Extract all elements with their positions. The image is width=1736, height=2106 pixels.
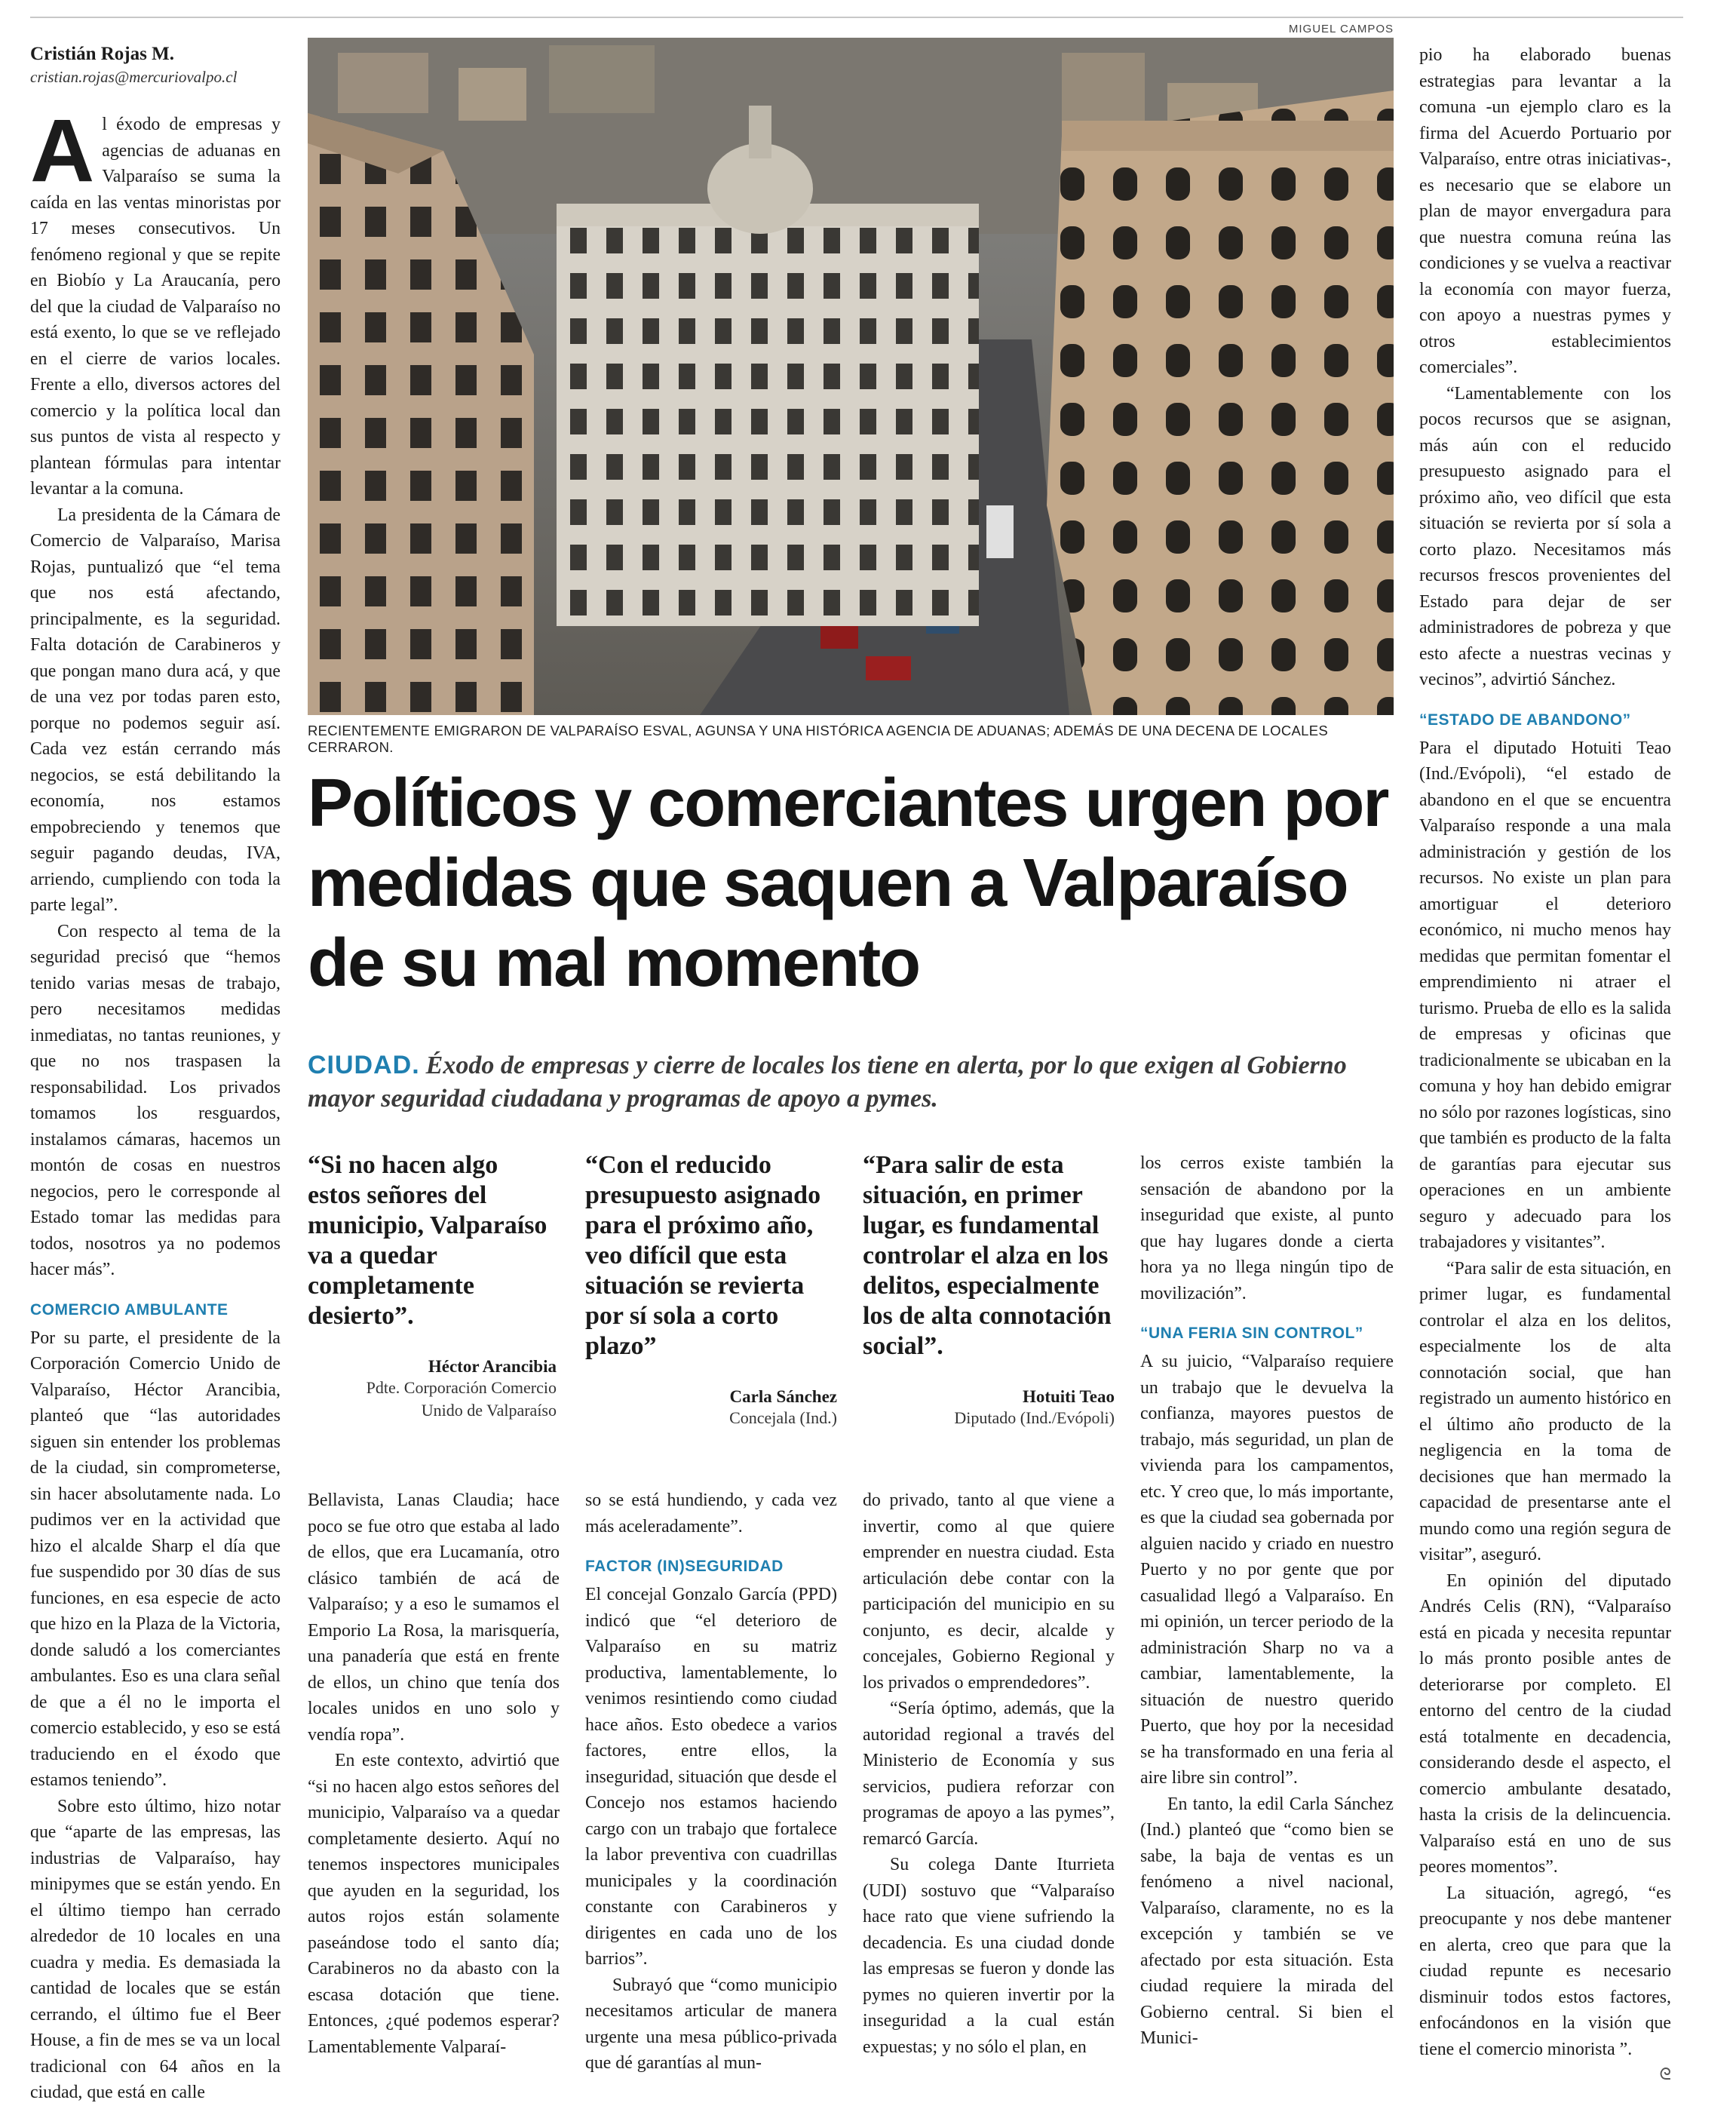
body-paragraph: Por su parte, el presidente de la Corporación Comercio Unido de Valparaíso, Héctor Arancibia, planteó que “las autoridades siguen sin entender los problemas de la ciudad, sin comprometerse, sin hacer absolutamente nada. Lo pudimos ver en la actividad que hizo el alcalde Sharp el día que fue suspendido por 30 días de sus funciones, en esa especie de acto que hizo en la Plaza de la Victoria, donde saludó a los comerciantes ambulantes. Eso es una clara señal de que a él no le importa el comercio establecido, y eso se está traduciendo en el éxodo que estamos teniendo”. (30, 1328, 281, 1790)
pull-quote-text: “Para salir de esta situación, en primer lugar, es fundamental controlar el alza en los delitos, especialmente los de alta connotación social”. (863, 1151, 1112, 1360)
body-paragraph: “Para salir de esta situación, en primer lugar, es fundamental controlar el alza en los delitos, especialmente los de alta connotación social, que han registrado un aumento histórico en el último año producto de la negligencia en la toma de decisiones que han mermado la capacidad de presentarse ante el mundo como una región segura de visitar”, aseguró. (1419, 1258, 1671, 1564)
city-photo (308, 38, 1394, 715)
body-paragraph: Subrayó que “como municipio necesitamos articular de manera urgente una mesa público-privada que dé garantías al mun- (585, 1975, 837, 2073)
article-column-3 (585, 1487, 837, 2077)
body-paragraph: A su juicio, “Valparaíso requiere un trabajo que le devuelva la confianza, mayores puestos de trabajo, más seguridad, un plan de vivienda para los campamentos, etc. Y creo que, lo más importante, es que la ciudad sea gobernada por alguien nacido y criado en nuestro Puerto y no por gente que por casualidad llegó a Valparaíso. En mi opinión, un tercer periodo de la administración Sharp no va a cambiar, lamentablemente, la situación de nuestro querido Puerto, que hoy por la necesidad se ha transformado en una feria al aire libre sin control”. (1140, 1352, 1394, 1788)
deck-kicker: CIUDAD. (308, 1051, 420, 1079)
pull-quote-1 (308, 1150, 557, 1422)
body-paragraph: do privado, tanto al que viene a invertir, como al que quiere emprender en nuestra ciudad. Esta articulación debe contar con la participación del municipio en su conjunto, es decir, alcalde y concejales, Gobierno Regional y los privados o emprendedores”. (863, 1490, 1115, 1693)
end-mark-icon: ᘓ (1659, 2065, 1671, 2084)
pull-quote-2 (585, 1150, 837, 1429)
body-paragraph: Sobre esto último, hizo notar que “aparte de las empresas, las industrias de Valparaíso, hay minipymes que se están yendo. En el último tiempo han cerrado alrededor de 10 locales en una cuadra y media. Es demasiada la cantidad de locales que se están cerrando, el último fue el Beer House, a fin de mes se va un local tradicional con 64 años en la ciudad, que está en calle (30, 1796, 281, 2102)
pull-quote-text: “Si no hacen algo estos señores del municipio, Valparaíso va a quedar completamente desierto”. (308, 1151, 547, 1330)
lead-paragraph: Al éxodo de empresas y agencias de aduanas en Valparaíso se suma la caída en las ventas minoristas por 17 meses consecutivos. Un fenómeno regional y que se repite en Biobío y La Araucanía, pero del que la ciudad de Valparaíso no está exento, lo que se ve reflejado en el cierre de varios locales. Frente a ello, diversos actores del comercio y la política local dan sus puntos de vista al respecto y plantean fórmulas para intentar levantar a la comuna. (30, 101, 281, 499)
body-paragraph: La situación, agregó, “es preocupante y nos debe mantener en alerta, creo que para que la ciudad repunte es necesario disminuir todos estos factores, enfocándonos en la visión que tiene el comercio minorista ”. (1419, 1883, 1671, 2059)
pull-quote-name: Héctor Arancibia (428, 1357, 557, 1376)
article-column-2 (308, 1487, 560, 2060)
article-column-1 (30, 42, 281, 2106)
body-paragraph: pio ha elaborado buenas estrategias para levantar a la comuna -un ejemplo claro es la firma del Acuerdo Portuario por Valparaíso, entre otras iniciativas-, es necesario que se elabore un plan de mayor envergadura para que nuestra comuna reúna las condiciones y se vuelva a reactivar la economía con mayor fuerza, con apoyo a nuestras pymes y otros establecimientos comerciales”. (1419, 45, 1671, 377)
pull-quote-role: Concejala (Ind.) (729, 1408, 837, 1427)
byline-email: cristian.rojas@mercuriovalpo.cl (30, 68, 238, 86)
body-paragraph: “Lamentablemente con los pocos recursos que se asignan, más aún con el reducido presupuesto asignado para el próximo año, veo difícil que esta situación se revierta por sí sola a corto plazo. Necesitamos más recursos frescos provenientes del Estado para dejar de ser administradores de pobreza y que esto afecte a nuestras vecinas y vecinos”, advirtió Sánchez. (1419, 383, 1671, 689)
body-paragraph: so se está hundiendo, y cada vez más aceleradamente”. (585, 1490, 837, 1537)
deck (308, 1048, 1394, 1116)
body-paragraph: Bellavista, Lanas Claudia; hace poco se fue otro que estaba al lado de ellos, que era Lucamanía, otro clásico también de acá de Valparaíso; y a eso le sumamos el Emporio La Rosa, la marisquería, una panadería que está en frente de ellos, un chino que tenía dos locales unidos en uno solo y vendía ropa”. (308, 1490, 560, 1745)
body-paragraph: La presidenta de la Cámara de Comercio de Valparaíso, Marisa Rojas, puntualizó que “el tema que nos está afectando, principalmente, es la seguridad. Falta dotación de Carabineros y que pongan mano dura acá, y que de una vez por todas paren esto, porque no podemos seguir así. Cada vez están cerrando más negocios, se está debilitando la economía, nos estamos empobreciendo y tenemos que seguir pagando deudas, IVA, arriendo, cumpliendo con toda la parte legal”. (30, 505, 281, 915)
top-rule (30, 17, 1683, 18)
pull-quote-role: Diputado (Ind./Evópoli) (954, 1408, 1115, 1427)
headline: Políticos y comerciantes urgen por medidas que saquen a Valparaíso de su mal momento (308, 766, 1388, 1001)
body-paragraph: En opinión del diputado Andrés Celis (RN), “Valparaíso está en picada y necesita repuntar lo más pronto posible antes de deteriorarse por completo. El entorno del centro de la ciudad está totalmente en decadencia, considerando desde el aspecto, el comercio ambulante desatado, hasta la crisis de la delincuencia. Valparaíso está en uno de sus peores momentos”. (1419, 1570, 1671, 1877)
pull-quote-role: Pdte. Corporación Comercio Unido de Valparaíso (366, 1378, 557, 1420)
body-paragraph: En este contexto, advirtió que “si no hacen algo estos señores del municipio, Valparaíso va a quedar completamente desierto. Aquí no tenemos inspectores municipales que ayuden en la seguridad, los autos rojos están solamente paseándose todo el santo día; Carabineros no da abasto con la escasa dotación que tiene. Entonces, ¿qué podemos esperar? Lamentablemente Valparaí- (308, 1751, 560, 2057)
subheading-estado-de-abandono: “ESTADO DE ABANDONO” (1419, 711, 1631, 729)
body-paragraph: Con respecto al tema de la seguridad precisó que “hemos tenido varias mesas de trabajo, pero necesitamos medidas inmediatas, no tantas reuniones, y que no nos traspasen la responsabilidad. Los privados tomamos los resguardos, instalamos cámaras, hacemos un montón de cosas en nuestros negocios, pero le corresponde al Estado tomar las medidas para todos, nosotros ya no podemos hacer más”. (30, 921, 281, 1279)
pull-quote-text: “Con el reducido presupuesto asignado para el próximo año, veo difícil que esta situación se revierta por sí sola a corto plazo” (585, 1151, 821, 1360)
subheading-feria-sin-control: “UNA FERIA SIN CONTROL” (1140, 1325, 1363, 1342)
body-paragraph: En tanto, la edil Carla Sánchez (Ind.) planteó que “como bien se sabe, la baja de ventas es un fenómeno a nivel nacional, Valparaíso, claramente, no es la excepción y también se ve afectado por esta situación. Esta ciudad requiere la mirada del Gobierno central. Si bien el Munici- (1140, 1794, 1394, 2048)
article-column-4 (863, 1487, 1115, 2060)
byline-name: Cristián Rojas M. (30, 44, 174, 64)
deck-text: Éxodo de empresas y cierre de locales los tiene en alerta, por lo que exigen al Gobierno mayor seguridad ciudadana y programas de apoyo a pymes. (308, 1051, 1347, 1113)
article-column-5 (1140, 1150, 1394, 2052)
body-paragraph: Para el diputado Hotuiti Teao (Ind./Evópoli), “el estado de abandono en el que se encuentra Valparaíso responde a una mala administración y gestión de los recursos. No existe un plan para amortiguar el deterioro económico, ni mucho menos hay medidas que permitan fomentar el emprendimiento ni atraer el turismo. Prueba de ello es la salida de empresas y oficinas que tradicionalmente se ubicaban en la comuna y hoy han debido emigrar no sólo por razones logísticas, sino que también es producto de la falta de garantías para ejecutar sus operaciones en un ambiente seguro y adecuado para los trabajadores y visitantes”. (1419, 738, 1671, 1252)
subheading-factor-inseguridad: FACTOR (IN)SEGURIDAD (585, 1558, 784, 1575)
article-column-6 (1419, 42, 1671, 2089)
body-paragraph: “Sería óptimo, además, que la autoridad regional a través del Ministerio de Economía y sus servicios, pudiera reforzar con programas de apoyo a las pymes”, remarcó García. (863, 1699, 1115, 1849)
body-paragraph: los cerros existe también la sensación de abandono por la inseguridad que existe, al punto que hay lugares donde a cierta hora ya no llega ningún tipo de movilización”. (1140, 1153, 1394, 1303)
body-paragraph: El concejal Gonzalo García (PPD) indicó que “el deterioro de Valparaíso en su matriz productiva, lamentablemente, lo venimos resintiendo como ciudad hace años. Esto obedece a varios factores, entre ellos, la inseguridad, situación que desde el Concejo nos estamos haciendo cargo con un trabajo que fortalece la labor preventiva con cuadrillas municipales y la coordinación constante con Carabineros y dirigentes en cada uno de los barrios”. (585, 1585, 837, 1969)
body-paragraph: Su colega Dante Iturrieta (UDI) sostuvo que “Valparaíso hace rato que viene sufriendo la decadencia. Es una ciudad donde las empresas se fueron y donde las pymes no quieren invertir por la inseguridad a la cual están expuestas; y no sólo el plan, en (863, 1855, 1115, 2057)
pull-quote-3 (863, 1150, 1115, 1429)
city-photo-illustration (308, 38, 1394, 715)
pull-quote-name: Carla Sánchez (729, 1387, 837, 1406)
subheading-comercio-ambulante: COMERCIO AMBULANTE (30, 1300, 229, 1319)
photo-credit: MIGUEL CAMPOS (1288, 23, 1394, 35)
photo-caption: RECIENTEMENTE EMIGRARON DE VALPARAÍSO ESVAL, AGUNSA Y UNA HISTÓRICA AGENCIA DE ADUANAS; ADEMÁS DE UNA DECENA DE LOCALES CERRARON. (308, 723, 1328, 755)
pull-quote-name: Hotuiti Teao (1022, 1387, 1115, 1406)
